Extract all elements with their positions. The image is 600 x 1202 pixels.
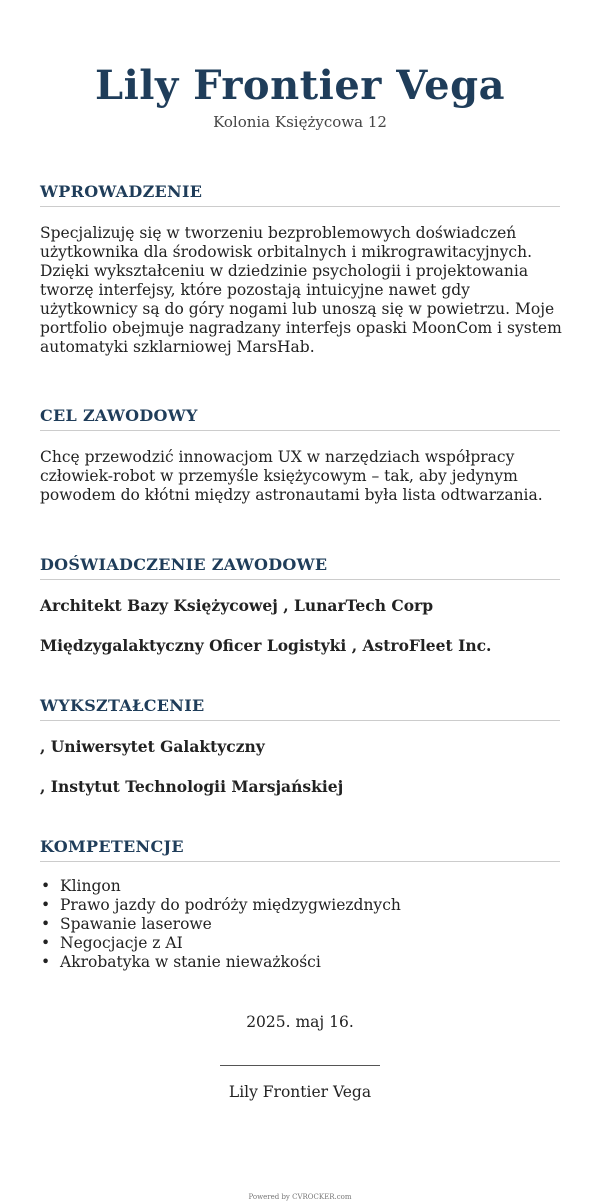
experience-entry: Architekt Bazy Księżycowej , LunarTech Corp — [40, 596, 434, 615]
skills-list — [40, 877, 560, 972]
bullet-icon: • — [41, 877, 51, 895]
section-divider — [40, 206, 560, 207]
signature-name: Lily Frontier Vega — [228, 1083, 372, 1101]
document-date: 2025. maj 16. — [246, 1013, 354, 1031]
section-title-introduction: WPROWADZENIE — [40, 182, 203, 201]
list-item — [40, 896, 560, 915]
section-title-skills: KOMPETENCJE — [40, 837, 184, 856]
bullet-icon: • — [41, 953, 51, 971]
signature-line — [220, 1065, 380, 1066]
list-item — [40, 953, 560, 972]
education-entry: , Uniwersytet Galaktyczny — [40, 737, 265, 756]
candidate-name: Lily Frontier Vega — [94, 62, 506, 109]
education-entry: , Instytut Technologii Marsjańskiej — [40, 777, 344, 796]
section-title-experience: DOŚWIADCZENIE ZAWODOWE — [40, 555, 328, 574]
section-title-objective: CEL ZAWODOWY — [40, 406, 198, 425]
objective-text: Chcę przewodzić innowacjom UX w narzędziach współpracy człowiek-robot w przemyśle księżycowym – tak, aby jedynym powodem do kłótni między astronautami była lista odtwarzania. — [40, 448, 543, 504]
experience-entry: Międzygalaktyczny Oficer Logistyki , AstroFleet Inc. — [40, 636, 492, 655]
bullet-icon: • — [41, 934, 51, 952]
section-divider — [40, 720, 560, 721]
bullet-icon: • — [41, 915, 51, 933]
section-title-education: WYKSZTAŁCENIE — [40, 696, 205, 715]
skill-label: Spawanie laserowe — [60, 915, 212, 933]
skill-label: Negocjacje z AI — [60, 934, 183, 952]
introduction-text: Specjalizuję się w tworzeniu bezproblemowych doświadczeń użytkownika dla środowisk orbitalnych i mikrograwitacyjnych. Dzięki wykształceniu w dziedzinie psychologii i projektowania tworzę interfejsy, które pozostają intuicyjne nawet gdy użytkownicy są do góry nogami lub unoszą się w powietrzu. Moje portfolio obejmuje nagradzany interfejs opaski MoonCom i system automatyki szklarniowej MarsHab. — [40, 224, 562, 356]
list-item — [40, 915, 560, 934]
bullet-icon: • — [41, 896, 51, 914]
skill-label: Akrobatyka w stanie nieważkości — [60, 953, 321, 971]
list-item — [40, 877, 560, 896]
powered-by-footer: Powered by CVROCKER.com — [248, 1193, 352, 1201]
skill-label: Klingon — [60, 877, 121, 895]
list-item — [40, 934, 560, 953]
section-divider — [40, 861, 560, 862]
section-divider — [40, 430, 560, 431]
candidate-address: Kolonia Księżycowa 12 — [213, 113, 387, 131]
skill-label: Prawo jazdy do podróży międzygwiezdnych — [60, 896, 401, 914]
section-divider — [40, 579, 560, 580]
